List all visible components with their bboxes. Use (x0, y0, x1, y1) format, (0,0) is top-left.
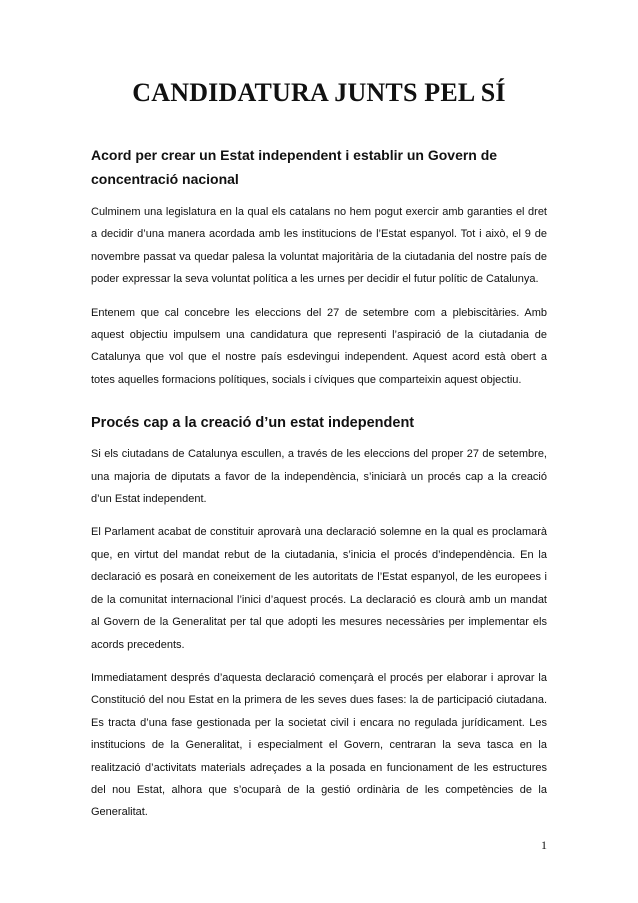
document-title: CANDIDATURA JUNTS PEL SÍ (132, 78, 506, 107)
section-heading-process: Procés cap a la creació d’un estat independent (91, 415, 415, 432)
page-number: 1 (541, 838, 547, 852)
section-heading-agreement: Acord per crear un Estat independent i establir un Govern de concentració nacional (91, 147, 498, 187)
paragraph: El Parlament acabat de constituir aprovarà una declaració solemne en la qual es proclamarà que, en virtut del mandat rebut de la ciutadania, s’inicia el procés d’independència. En la declaració es posarà en coneixement de les autoritats de l’Estat espanyol, de les europees i de la comunitat internacional l’inici d’aquest procés. La declaració es clourà amb un mandat al Govern de la Generalitat per tal que adopti les mesures necessàries per implementar els acords precedents. (91, 526, 547, 651)
paragraph: Culminem una legislatura en la qual els catalans no hem pogut exercir amb garanties el dret a decidir d’una manera acordada amb les institucions de l’Estat espanyol. Tot i això, el 9 de novembre passat va quedar palesa la voluntat majoritària de la ciutadania del nostre país de poder expressar la seva voluntat política a les urnes per decidir el futur polític de Catalunya. (91, 206, 547, 286)
document-body (91, 143, 547, 824)
paragraph: Entenem que cal concebre les eleccions del 27 de setembre com a plebiscitàries. Amb aquest objectiu impulsem una candidatura que representi l’aspiració de la ciutadania de Catalunya que vol que el nostre país esdevingui independent. Aquest acord està obert a totes aquelles formacions polítiques, socials i cíviques que comparteixin aquest objectiu. (91, 306, 547, 386)
paragraph: Si els ciutadans de Catalunya escullen, a través de les eleccions del proper 27 de setembre, una majoria de diputats a favor de la independència, s’iniciarà un procés cap a la creació d’un Estat independent. (91, 448, 547, 506)
paragraph: Immediatament després d’aquesta declaració començarà el procés per elaborar i aprovar la Constitució del nou Estat en la primera de les seves dues fases: la de participació ciutadana. Es tracta d’una fase gestionada per la societat civil i encara no regulada jurídicament. Les institucions de la Generalitat, i especialment el Govern, centraran la seva tasca en la realització d’activitats materials adreçades a la posada en funcionament de les estructures del nou Estat, alhora que s’ocuparà de la gestió ordinària de les competències de la Generalitat. (91, 671, 547, 819)
